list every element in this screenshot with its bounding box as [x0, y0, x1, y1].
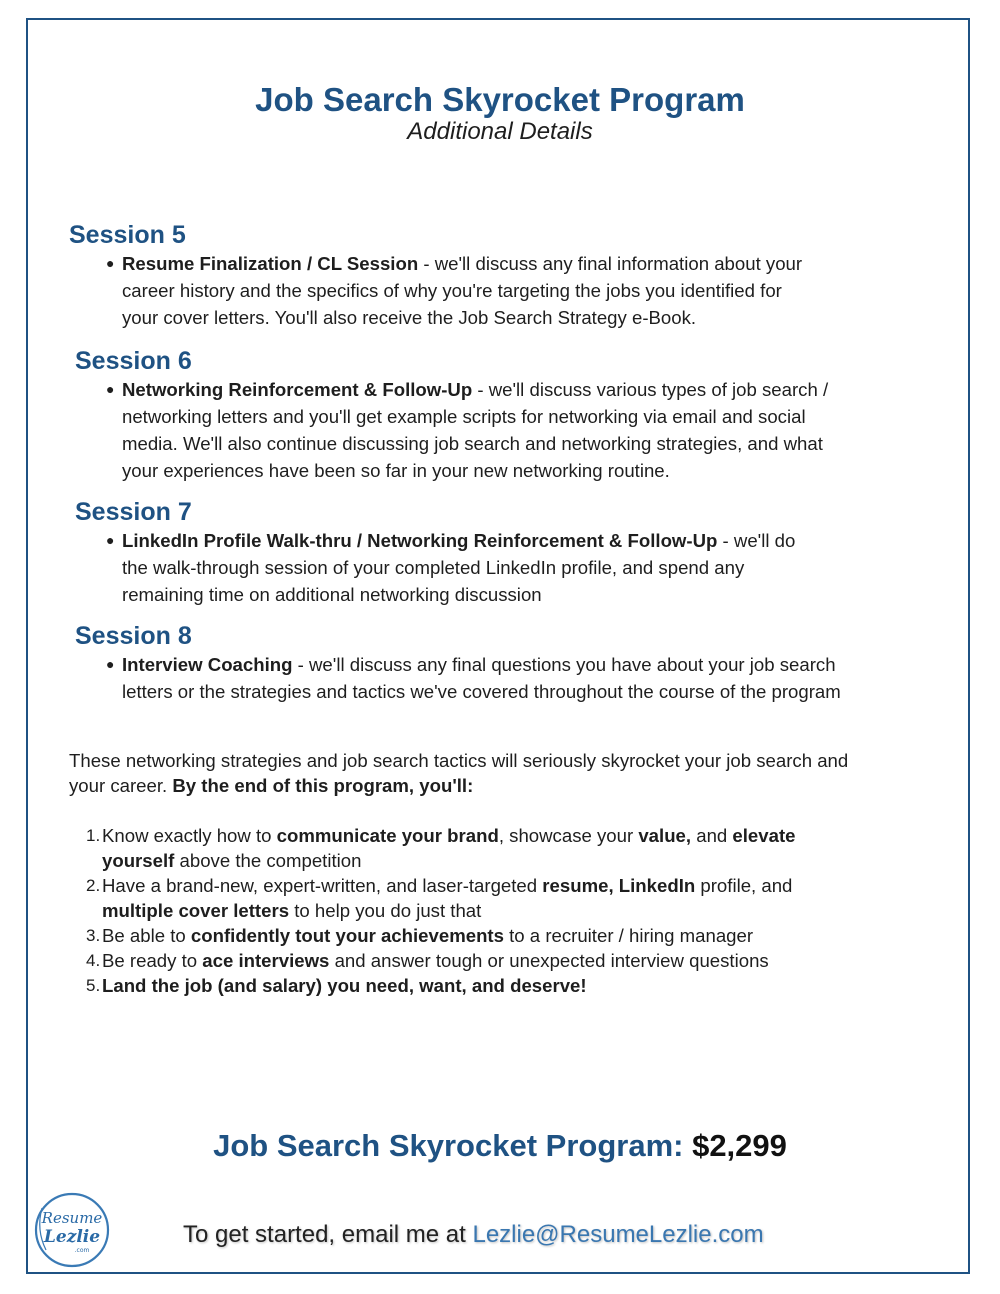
session-bullet-list — [0, 527, 1000, 608]
outcome-text: to help you do just that — [289, 900, 482, 921]
outcome-text: , showcase your — [498, 825, 639, 846]
session-6 — [0, 346, 1000, 484]
session-bullet — [106, 651, 932, 705]
session-5 — [0, 220, 1000, 331]
session-text-line: your experiences have been so far in your new networking routine. — [122, 460, 670, 481]
session-heading: Session 5 — [69, 221, 186, 249]
session-text-line: career history and the specifics of why you're targeting the jobs you identified for — [122, 280, 782, 301]
outcome-bold: elevate — [732, 825, 796, 846]
session-topic: Resume Finalization / CL Session — [122, 253, 419, 274]
session-heading: Session 6 — [75, 347, 192, 375]
session-heading: Session 7 — [75, 498, 192, 526]
bullet-icon: ● — [106, 255, 115, 271]
bullet-icon: ● — [106, 656, 115, 672]
outcomes-list — [0, 823, 1000, 998]
session-text-line: networking letters and you'll get example scripts for networking via email and social — [122, 406, 806, 427]
outcome-number: 2. — [86, 876, 101, 895]
outcome-bold: confidently tout your achievements — [190, 925, 504, 946]
outcome-text: and — [691, 825, 733, 846]
resume-lezlie-logo — [32, 1190, 112, 1270]
outcome-text: profile, and — [695, 875, 793, 896]
summary-text: your career. — [69, 775, 173, 796]
outcome-bold: multiple cover letters — [102, 900, 290, 921]
outcome-bold: ace interviews — [202, 950, 330, 971]
session-topic: Networking Reinforcement & Follow-Up — [122, 379, 473, 400]
outcome-bold: yourself — [102, 850, 175, 871]
session-text-line: letters or the strategies and tactics we've covered throughout the course of the program — [122, 681, 841, 702]
session-bullet-list — [0, 651, 1000, 705]
outcome-bold: value, — [638, 825, 692, 846]
session-heading: Session 8 — [75, 622, 192, 650]
outcome-bold: Land the job (and salary) you need, want, and deserve! — [102, 975, 587, 996]
session-bullet-list — [0, 376, 1000, 484]
logo-text: .com — [74, 1247, 90, 1254]
price-amount: $2,299 — [692, 1128, 787, 1163]
outcome-text: Be ready to — [102, 950, 203, 971]
outcome-bold: resume, LinkedIn — [542, 875, 696, 896]
call-to-action — [183, 1218, 764, 1252]
session-text-line: - we'll discuss any final questions you have about your job search — [292, 654, 836, 675]
outcome-item — [86, 873, 882, 923]
outcome-item — [86, 948, 882, 973]
session-8 — [0, 621, 1000, 705]
outcome-number: 3. — [86, 926, 101, 945]
session-bullet — [106, 250, 932, 331]
outcome-text: to a recruiter / hiring manager — [503, 925, 754, 946]
page-subtitle: Additional Details — [407, 118, 593, 145]
outcome-text: Be able to — [102, 925, 191, 946]
outcome-text: above the competition — [174, 850, 362, 871]
session-text-line: media. We'll also continue discussing job search and networking strategies, and what — [122, 433, 823, 454]
session-7 — [0, 497, 1000, 608]
outcome-number: 1. — [86, 826, 101, 845]
price-label: Job Search Skyrocket Program: — [213, 1128, 693, 1163]
session-topic: LinkedIn Profile Walk-thru / Networking Reinforcement & Follow-Up — [122, 530, 718, 551]
cta-text: To get started, email me at — [183, 1221, 473, 1248]
bullet-icon: ● — [106, 532, 115, 548]
session-text-line: - we'll do — [717, 530, 796, 551]
session-topic: Interview Coaching — [122, 654, 293, 675]
session-text-line: - we'll discuss any final information about your — [418, 253, 803, 274]
outcome-number: 5. — [86, 976, 101, 995]
summary-paragraph — [69, 748, 939, 798]
session-bullet — [106, 376, 932, 484]
outcome-number: 4. — [86, 951, 101, 970]
outcome-item — [86, 923, 882, 948]
outcome-text: Know exactly how to — [102, 825, 277, 846]
summary-bold: By the end of this program, you'll: — [172, 775, 474, 796]
outcome-bold: communicate your brand — [276, 825, 499, 846]
outcome-text: Have a brand-new, expert-written, and laser-targeted — [102, 875, 543, 896]
outcome-item — [86, 823, 882, 873]
logo-text: Resume — [41, 1209, 103, 1227]
summary-text: These networking strategies and job search tactics will seriously skyrocket your job search and — [69, 750, 849, 771]
session-text-line: the walk-through session of your completed LinkedIn profile, and spend any — [122, 557, 745, 578]
session-text-line: your cover letters. You'll also receive the Job Search Strategy e-Book. — [122, 307, 697, 328]
bullet-icon: ● — [106, 381, 115, 397]
program-price — [0, 1126, 1000, 1166]
outcome-item — [86, 973, 882, 998]
session-text-line: remaining time on additional networking discussion — [122, 584, 542, 605]
email-link[interactable]: Lezlie@ResumeLezlie.com — [472, 1221, 764, 1248]
outcome-text: and answer tough or unexpected interview questions — [329, 950, 769, 971]
session-bullet — [106, 527, 932, 608]
logo-text: Lezlie — [43, 1227, 101, 1247]
session-bullet-list — [0, 250, 1000, 331]
session-text-line: - we'll discuss various types of job search / — [472, 379, 829, 400]
page-title: Job Search Skyrocket Program — [255, 81, 745, 118]
